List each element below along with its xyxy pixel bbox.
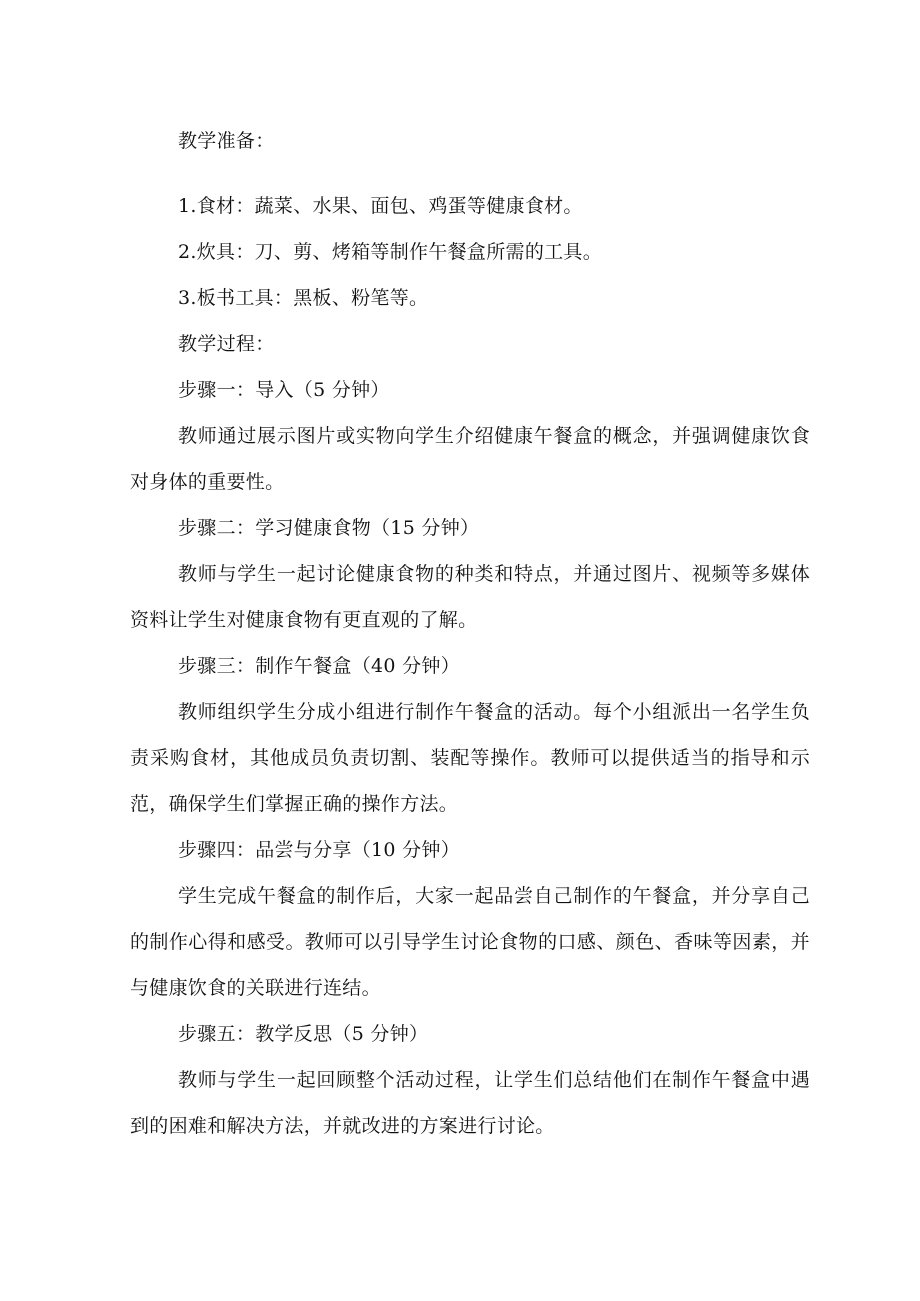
list-item-board-tools: 3.板书工具：黑板、粉笔等。 bbox=[178, 287, 429, 309]
document-body bbox=[130, 118, 810, 1149]
list-item-cookware: 2.炊具：刀、剪、烤箱等制作午餐盒所需的工具。 bbox=[178, 241, 603, 263]
step-body-5: 教师与学生一起回顾整个活动过程，让学生们总结他们在制作午餐盒中遇到的困难和解决方法，并就改进的方案进行讨论。 bbox=[130, 1069, 810, 1137]
step-heading-2: 步骤二：学习健康食物（15 分钟） bbox=[178, 517, 480, 539]
step-body-4: 学生完成午餐盒的制作后，大家一起品尝自己制作的午餐盒，并分享自己的制作心得和感受。教师可以引导学生讨论食物的口感、颜色、香味等因素，并与健康饮食的关联进行连结。 bbox=[130, 885, 810, 999]
section-heading-process: 教学过程： bbox=[178, 333, 275, 355]
step-heading-1: 步骤一：导入（5 分钟） bbox=[178, 379, 390, 401]
section-heading-preparation: 教学准备： bbox=[178, 130, 275, 152]
step-body-3: 教师组织学生分成小组进行制作午餐盒的活动。每个小组派出一名学生负责采购食材，其他成员负责切割、装配等操作。教师可以提供适当的指导和示范，确保学生们掌握正确的操作方法。 bbox=[130, 701, 810, 815]
step-heading-5: 步骤五：教学反思（5 分钟） bbox=[178, 1023, 429, 1045]
step-heading-3: 步骤三：制作午餐盒（40 分钟） bbox=[178, 655, 461, 677]
step-body-2: 教师与学生一起讨论健康食物的种类和特点，并通过图片、视频等多媒体资料让学生对健康食物有更直观的了解。 bbox=[130, 563, 810, 631]
step-body-1: 教师通过展示图片或实物向学生介绍健康午餐盒的概念，并强调健康饮食对身体的重要性。 bbox=[130, 425, 810, 493]
step-heading-4: 步骤四：品尝与分享（10 分钟） bbox=[178, 839, 461, 861]
list-item-ingredients: 1.食材：蔬菜、水果、面包、鸡蛋等健康食材。 bbox=[178, 195, 583, 217]
